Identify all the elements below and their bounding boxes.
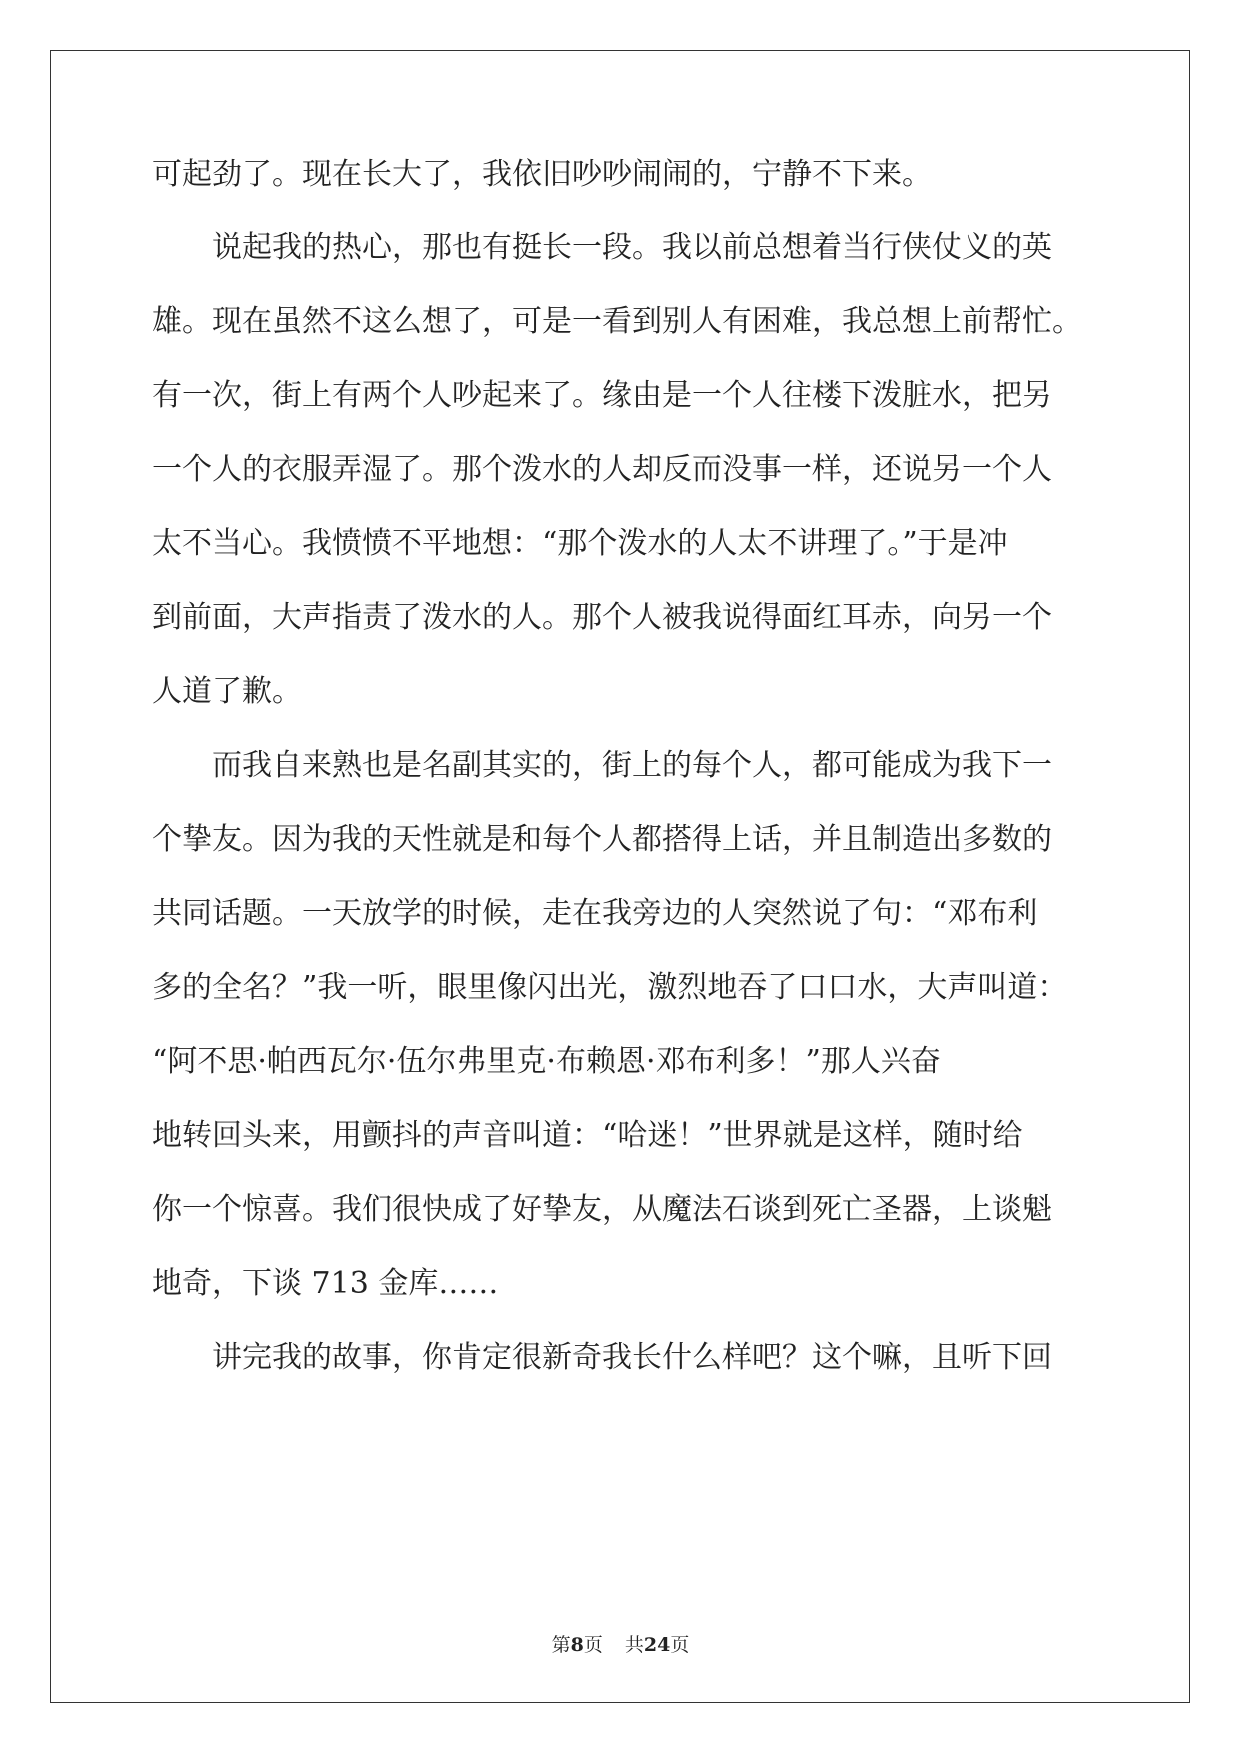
text-line: 地奇，下谈 713 金库…… [152, 1266, 499, 1301]
text-line: 多的全名？”我一听，眼里像闪出光，激烈地吞了口口水，大声叫道： [152, 970, 1068, 1005]
text-line: 一个人的衣服弄湿了。那个泼水的人却反而没事一样，还说另一个人 [152, 452, 1052, 487]
page-prefix: 第 [551, 1634, 571, 1656]
text-line: 有一次，街上有两个人吵起来了。缘由是一个人往楼下泼脏水，把另 [152, 378, 1052, 413]
text-line: 人道了歉。 [152, 674, 302, 709]
page-suffix: 页 [583, 1634, 603, 1656]
text-line: 说起我的热心，那也有挺长一段。我以前总想着当行侠仗义的英 [152, 230, 1052, 265]
text-line: 你一个惊喜。我们很快成了好挚友，从魔法石谈到死亡圣器，上谈魁 [152, 1192, 1052, 1227]
text-line: 太不当心。我愤愤不平地想：“那个泼水的人太不讲理了。”于是冲 [152, 526, 1008, 561]
text-line: 讲完我的故事，你肯定很新奇我长什么样吧？这个嘛，且听下回 [152, 1340, 1052, 1375]
text-line: 地转回头来，用颤抖的声音叫道：“哈迷！”世界就是这样，随时给 [152, 1118, 1023, 1153]
total-prefix: 共 [624, 1634, 644, 1656]
page-footer [0, 1630, 1241, 1657]
text-line: 共同话题。一天放学的时候，走在我旁边的人突然说了句：“邓布利 [152, 896, 1038, 931]
text-line: “阿不思·帕西瓦尔·伍尔弗里克·布赖恩·邓布利多！”那人兴奋 [152, 1044, 941, 1079]
total-suffix: 页 [670, 1634, 690, 1656]
text-line: 雄。现在虽然不这么想了，可是一看到别人有困难，我总想上前帮忙。 [152, 304, 1082, 339]
total-pages: 24 [643, 1634, 671, 1656]
text-line: 个挚友。因为我的天性就是和每个人都搭得上话，并且制造出多数的 [152, 822, 1052, 857]
page-border [50, 50, 1190, 1703]
text-line: 到前面，大声指责了泼水的人。那个人被我说得面红耳赤，向另一个 [152, 600, 1052, 635]
page-number: 8 [570, 1634, 584, 1656]
text-line: 可起劲了。现在长大了，我依旧吵吵闹闹的，宁静不下来。 [152, 157, 932, 192]
text-line: 而我自来熟也是名副其实的，街上的每个人，都可能成为我下一 [152, 748, 1052, 783]
